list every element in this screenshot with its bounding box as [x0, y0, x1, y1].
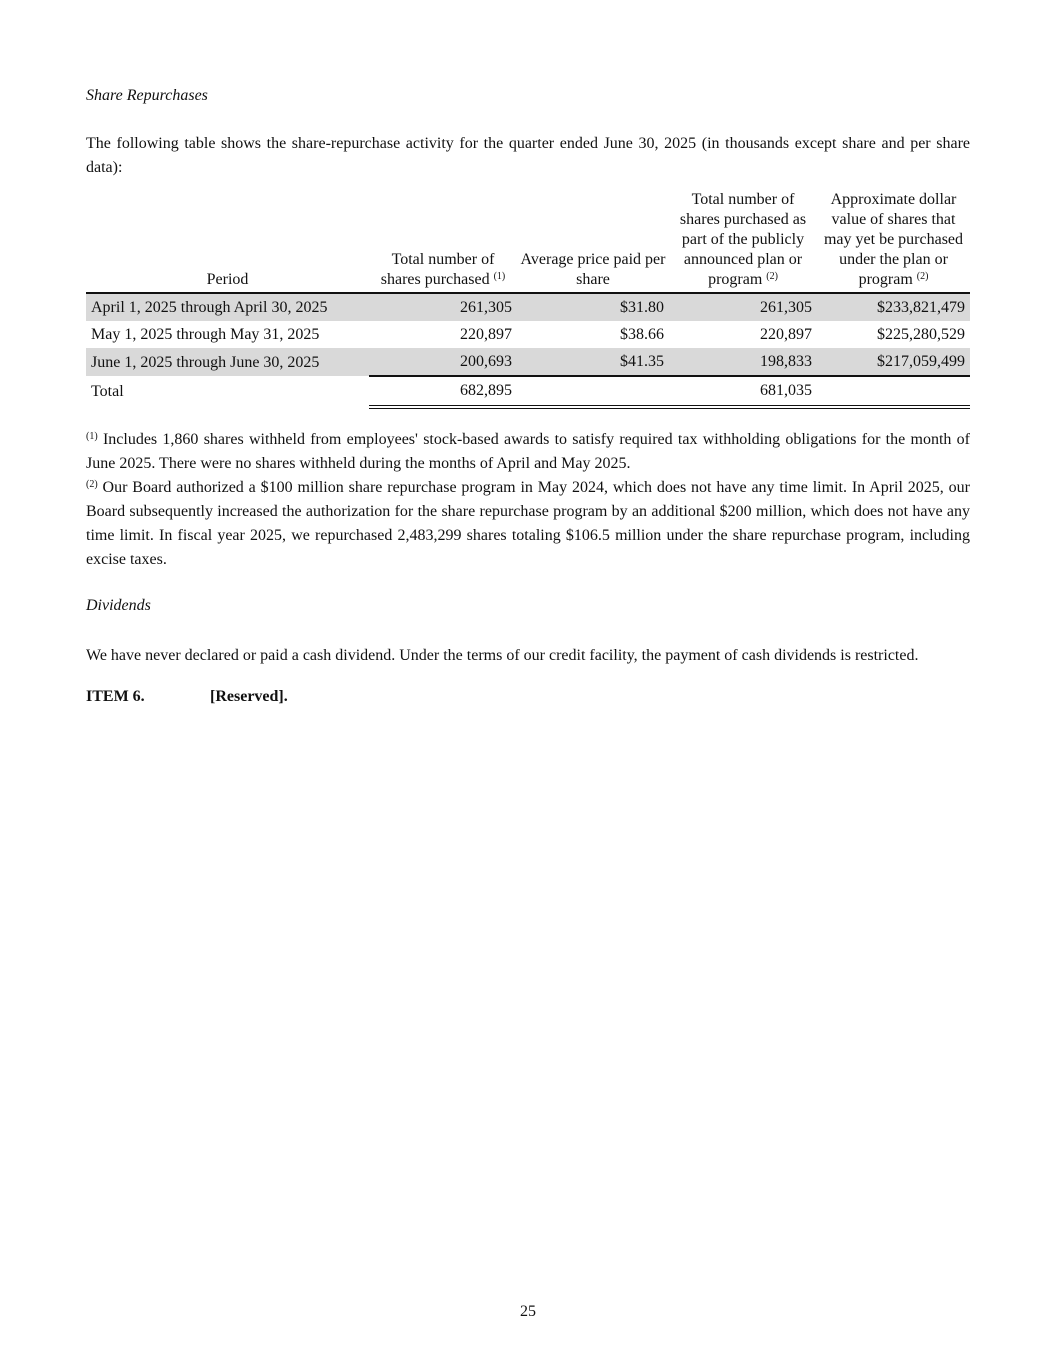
item-6-number: ITEM 6. [86, 688, 145, 705]
footnote-2-marker: (2) [86, 479, 98, 490]
footnote-1-text: Includes 1,860 shares withheld from employees' stock-based awards to satisfy required tax withholding obligations for the month of June 2025. There were no shares withheld during the months of April and May 2025. [86, 431, 970, 472]
total-label: Total [91, 382, 124, 400]
avg-price-cell: $41.35 [517, 348, 669, 376]
table-row [86, 321, 970, 348]
period-cell: June 1, 2025 through June 30, 2025 [86, 348, 369, 376]
remaining-value-total-empty [817, 376, 970, 407]
column-header-avg-price: Average price paid per share [517, 190, 669, 293]
program-shares-cell: 261,305 [669, 293, 817, 321]
total-shares-sum: 682,895 [369, 376, 517, 407]
footnote-1 [86, 428, 970, 476]
avg-price-cell: $38.66 [620, 326, 664, 343]
share-repurchases-heading: Share Repurchases [86, 87, 208, 104]
column-header-total-shares: Total number of shares purchased $^{(1)}$ [369, 190, 517, 293]
avg-price-total-empty [517, 376, 669, 407]
table-row [86, 348, 970, 376]
remaining-value-cell: $217,059,499 [817, 348, 970, 376]
program-shares-cell: 198,833 [669, 348, 817, 376]
program-shares-cell: 220,897 [760, 326, 812, 343]
period-cell: May 1, 2025 through May 31, 2025 [91, 326, 320, 343]
column-header-period: Period [86, 190, 369, 293]
table-header-row [86, 190, 970, 293]
column-header-remaining-value: Approximate dollar value of shares that may yet be purchased under the plan or program $^{(2)}$ [817, 190, 970, 293]
page-number: 25 [520, 1303, 536, 1320]
total-shares-cell: 261,305 [369, 293, 517, 321]
share-repurchases-intro: The following table shows the share-repurchase activity for the quarter ended June 30, 2025 (in thousands except share and per share data): [86, 135, 970, 176]
total-shares-cell: 200,693 [369, 348, 517, 376]
item-6-title: [Reserved]. [210, 688, 288, 705]
total-shares-cell: 220,897 [460, 326, 512, 343]
footnote-2 [86, 476, 970, 572]
remaining-value-cell: $225,280,529 [877, 326, 965, 343]
period-cell: April 1, 2025 through April 30, 2025 [86, 293, 369, 321]
table-row [86, 293, 970, 321]
item-6-heading [86, 688, 288, 706]
column-header-program-shares: Total number of shares purchased as part of the publicly announced plan or program $^{(2)}$ [669, 190, 817, 293]
share-repurchase-table [86, 190, 970, 409]
footnote-2-text: Our Board authorized a $100 million share repurchase program in May 2024, which does not have any time limit. In April 2025, our Board subsequently increased the authorization for the share repurchase program by an additional $200 million, which does not have any time limit. In fiscal year 2025, we repurchased 2,483,299 shares totaling $106.5 million under the share repurchase program, including excise taxes. [86, 479, 971, 568]
table-total-row [86, 376, 970, 407]
program-shares-sum: 681,035 [669, 376, 817, 407]
dividends-text: We have never declared or paid a cash dividend. Under the terms of our credit facility, the payment of cash dividends is restricted. [86, 647, 919, 664]
remaining-value-cell: $233,821,479 [817, 293, 970, 321]
footnote-1-marker: (1) [86, 431, 98, 442]
dividends-heading: Dividends [86, 597, 151, 614]
avg-price-cell: $31.80 [517, 293, 669, 321]
